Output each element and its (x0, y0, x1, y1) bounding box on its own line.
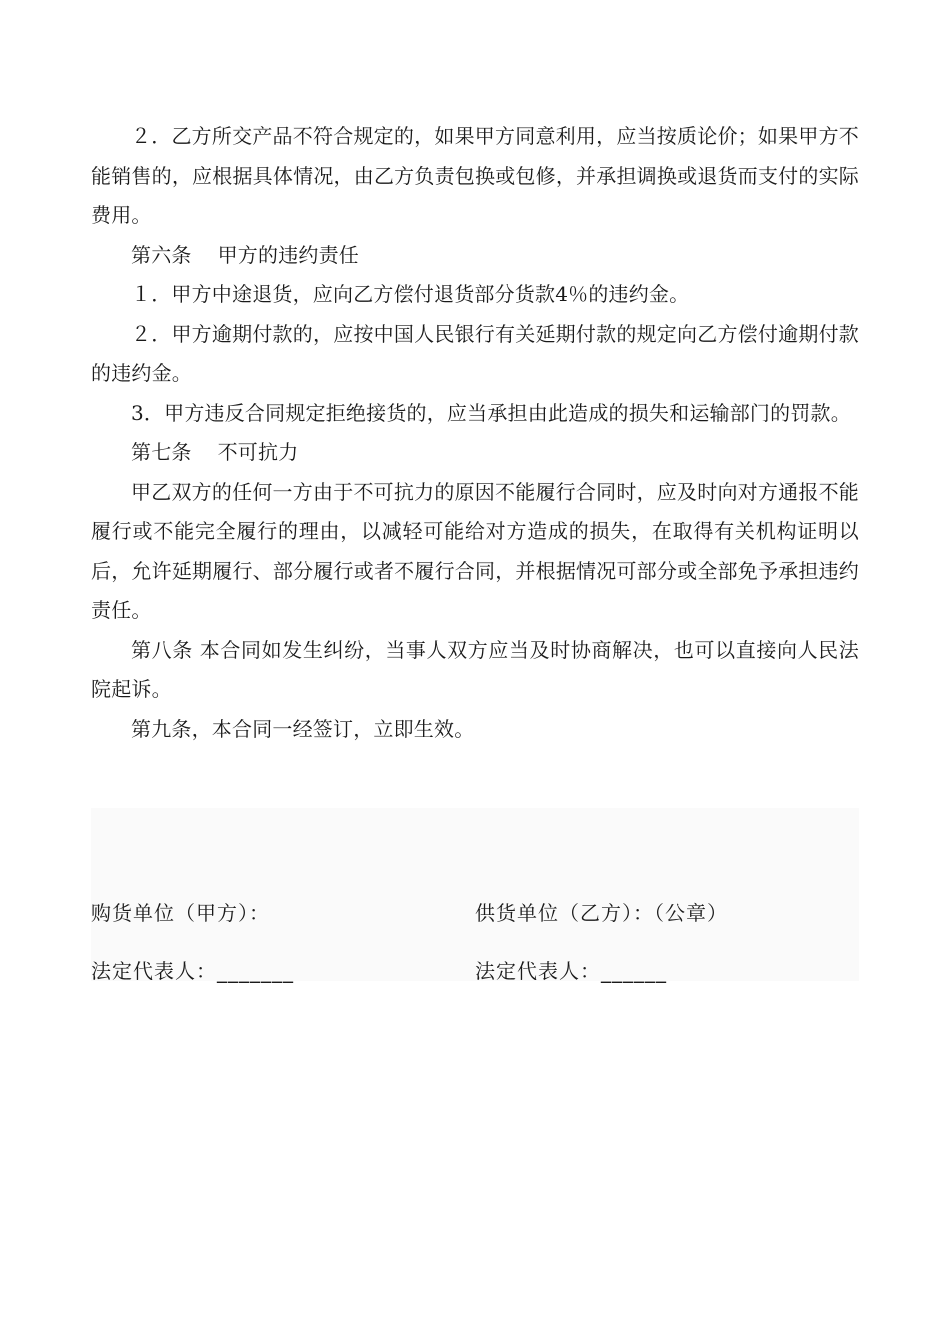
article-6-title: 甲方的违约责任 (217, 242, 360, 267)
clause-6-item-1: １．甲方中途退货，应向乙方偿付退货部分货款4％的违约金。 (131, 282, 690, 306)
article-7-heading (91, 433, 859, 473)
clause-7-body: 甲乙双方的任何一方由于不可抗力的原因不能履行合同时，应及时向对方通报不能履行或不能完全履行的理由，以减轻可能给对方造成的损失，在取得有关机构证明以后，允许延期履行、部分履行或者不履行合同，并根据情况可部分或全部免予承担违约责任。 (91, 479, 859, 622)
buyer-representative-field: 法定代表人：_______ (91, 959, 294, 983)
article-7-label: 第七条 (131, 440, 192, 464)
clause-6-item-3: 3．甲方违反合同规定拒绝接货的，应当承担由此造成的损失和运输部门的罚款。 (131, 400, 851, 425)
clause-5-item-2: ２．乙方所交产品不符合规定的，如果甲方同意利用，应当按质论价；如果甲方不能销售的，应根据具体情况，由乙方负责包换或包修，并承担调换或退货而支付的实际费用。 (91, 124, 859, 227)
article-9-body: 第九条，本合同一经签订，立即生效。 (131, 716, 475, 741)
buyer-unit-label: 购货单位（甲方）： (91, 901, 270, 925)
article-6-heading (91, 236, 859, 276)
signature-block (91, 808, 859, 981)
signature-row-units (91, 898, 859, 928)
article-7-title: 不可抗力 (217, 440, 299, 464)
supplier-unit-label: 供货单位（乙方）：（公章） (475, 901, 728, 925)
signature-row-representatives (91, 956, 859, 986)
supplier-representative-field: 法定代表人：______ (475, 959, 667, 983)
contract-body (91, 117, 859, 749)
article-8-body: 第八条 本合同如发生纠纷，当事人双方应当及时协商解决，也可以直接向人民法院起诉。 (91, 637, 859, 701)
article-6-label: 第六条 (131, 242, 192, 267)
clause-6-item-2: ２．甲方逾期付款的，应按中国人民银行有关延期付款的规定向乙方偿付逾期付款的违约金。 (91, 321, 859, 385)
